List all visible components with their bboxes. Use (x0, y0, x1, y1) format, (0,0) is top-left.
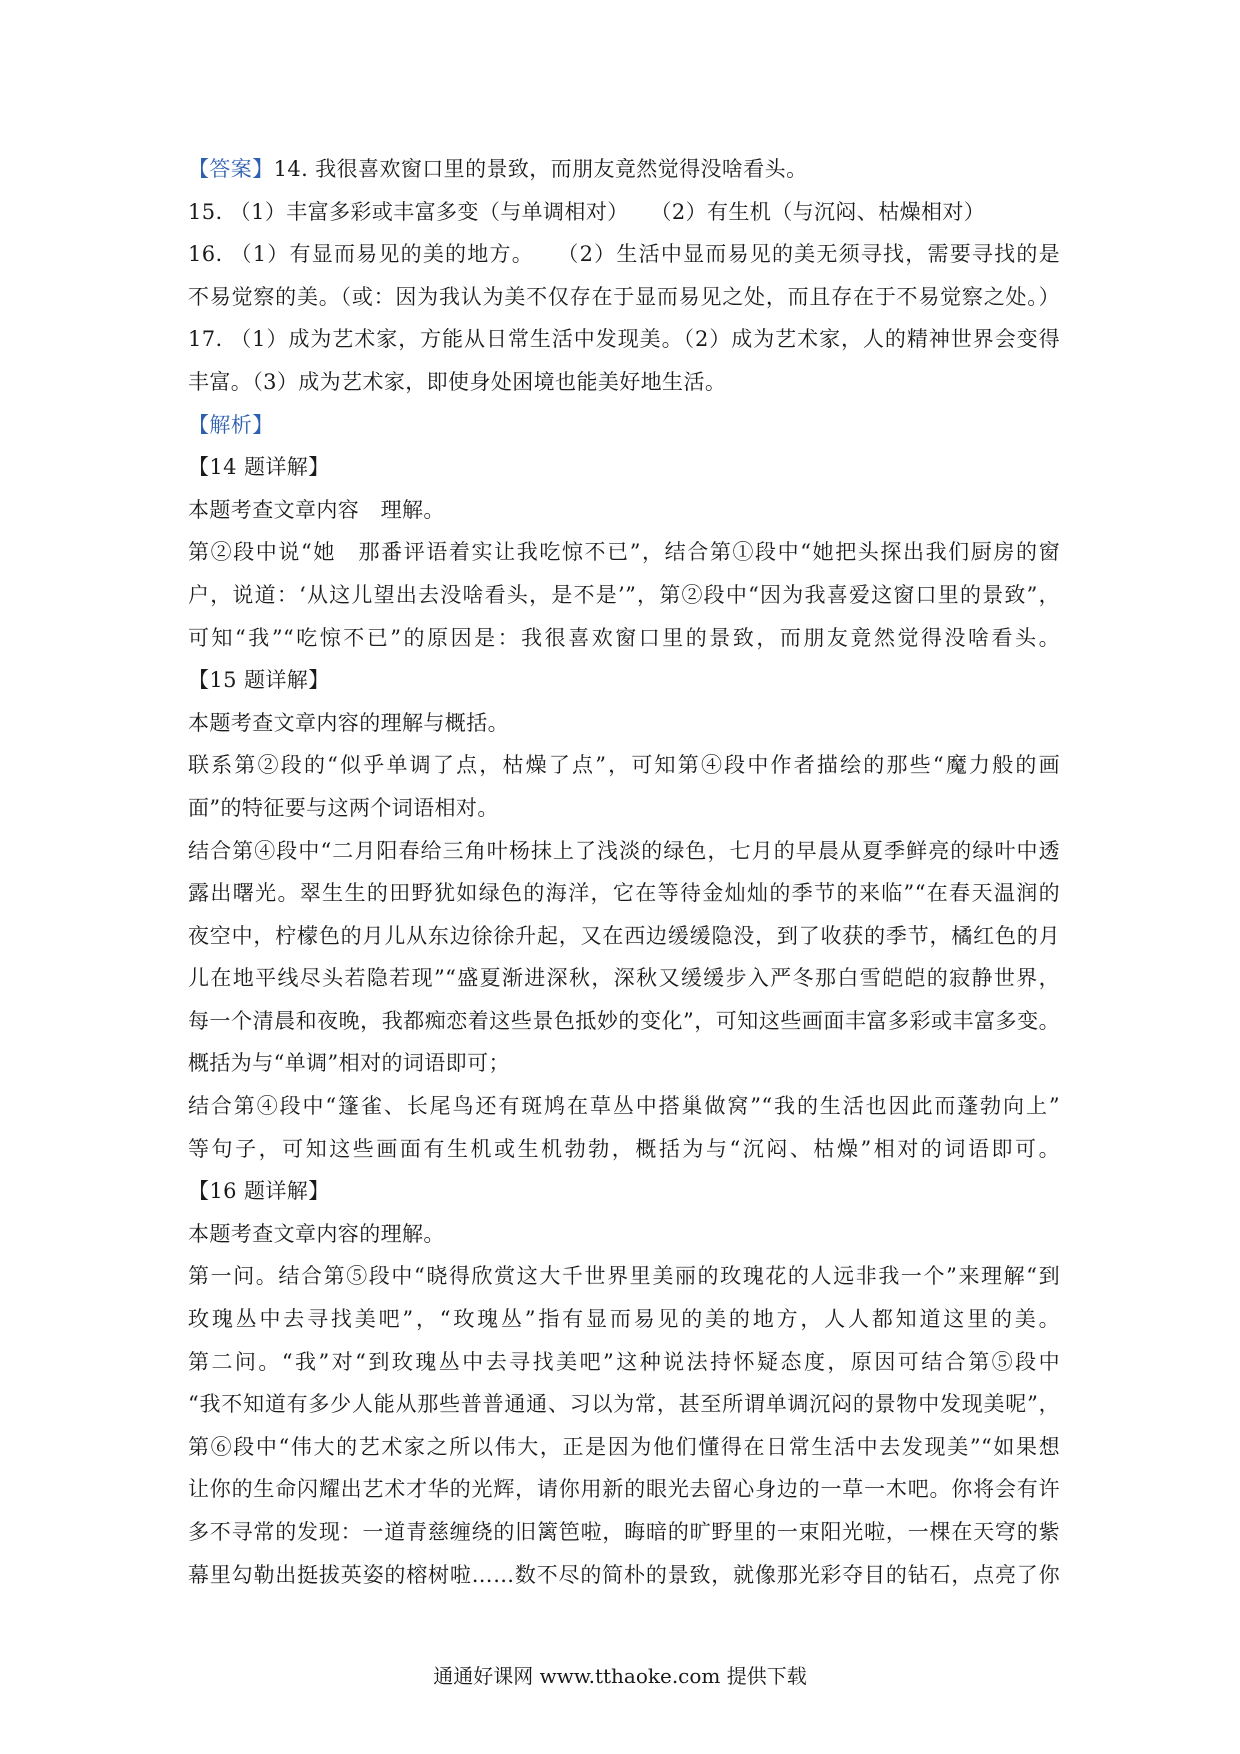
answer-q17-line-1: 17. （1）成为艺术家，方能从日常生活中发现美。（2）成为艺术家，人的精神世界会变得 (188, 327, 1060, 352)
q16-line-2: 第一问。结合第⑤段中“晓得欣赏这大千世界里美丽的玫瑰花的人远非我一个”来理解“到 (188, 1264, 1060, 1289)
answer-q16-line-1: 16. （1）有显而易见的美的地方。 （2）生活中显而易见的美无须寻找，需要寻找的是 (188, 242, 1060, 267)
q14-line-1: 本题考查文章内容 理解。 (188, 497, 445, 522)
q15-line-6: 夜空中，柠檬色的月儿从东边徐徐升起，又在西边缓缓隐没，到了收获的季节，橘红色的月 (188, 923, 1060, 948)
answer-q14: 14. 我很喜欢窗口里的景致，而朋友竟然觉得没啥看头。 (273, 157, 808, 181)
q15-line-8: 每一个清晨和夜晚，我都痴恋着这些景色抵妙的变化”，可知这些画面丰富多彩或丰富多变。 (188, 1008, 1060, 1033)
q16-line-4: 第二问。“我”对“到玫瑰丛中去寻找美吧”这种说法持怀疑态度，原因可结合第⑤段中 (188, 1349, 1060, 1374)
q16-line-3: 玫瑰丛中去寻找美吧”，“玫瑰丛”指有显而易见的美的地方，人人都知道这里的美。 (188, 1307, 1060, 1332)
q16-heading: 【16 题详解】 (188, 1179, 330, 1204)
q15-line-5: 露出曙光。翠生生的田野犹如绿色的海洋，它在等待金灿灿的季节的来临”“在春天温润的 (188, 881, 1060, 906)
q16-line-7: 让你的生命闪耀出艺术才华的光辉，请你用新的眼光去留心身边的一草一木吧。你将会有许 (188, 1477, 1060, 1502)
q15-line-7: 儿在地平线尽头若隐若现”“盛夏渐进深秋，深秋又缓缓步入严冬那白雪皑皑的寂静世界， (188, 966, 1060, 991)
q16-line-5: “我不知道有多少人能从那些普普通通、习以为常，甚至所谓单调沉闷的景物中发现美呢”， (188, 1392, 1060, 1417)
q15-line-2: 联系第②段的“似乎单调了点，枯燥了点”，可知第④段中作者描绘的那些“魔力般的画 (188, 753, 1060, 778)
analysis-label: 【解析】 (188, 412, 274, 437)
q16-line-9: 幕里勾勒出挺拔英姿的榕树啦……数不尽的简朴的景致，就像那光彩夺目的钻石，点亮了你 (188, 1562, 1060, 1587)
q16-line-1: 本题考查文章内容的理解。 (188, 1221, 445, 1246)
answer-label: 【答案】 (188, 157, 274, 181)
q15-line-10: 结合第④段中“篷雀、长尾鸟还有斑鸠在草丛中搭巢做窝”“我的生活也因此而蓬勃向上” (188, 1094, 1060, 1119)
answer-q17-line-2: 丰富。（3）成为艺术家，即使身处困境也能美好地生活。 (188, 369, 727, 394)
q15-line-3: 面”的特征要与这两个词语相对。 (188, 795, 499, 820)
q15-line-1: 本题考查文章内容的理解与概括。 (188, 710, 509, 735)
document-page (188, 148, 1060, 1596)
answer-q16-line-2: 不易觉察的美。（或：因为我认为美不仅存在于显而易见之处，而且存在于不易觉察之处。） (188, 284, 1060, 309)
q15-heading: 【15 题详解】 (188, 668, 330, 693)
page-footer: 通通好课网 www.tthaoke.com 提供下载 (433, 1664, 807, 1688)
q15-line-4: 结合第④段中“二月阳春给三角叶杨抹上了浅淡的绿色，七月的早晨从夏季鲜亮的绿叶中透 (188, 838, 1060, 863)
q14-heading: 【14 题详解】 (188, 455, 330, 480)
q16-line-8: 多不寻常的发现：一道青慈缠绕的旧篱笆啦，晦暗的旷野里的一束阳光啦，一棵在天穹的紫 (188, 1520, 1060, 1544)
q14-line-2: 第②段中说“她 那番评语着实让我吃惊不已”，结合第①段中“她把头探出我们厨房的窗 (188, 540, 1060, 565)
q14-line-3: 户，说道：‘从这儿望出去没啥看头，是不是’”，第②段中“因为我喜爱这窗口里的景致”， (188, 582, 1060, 607)
answer-line-1 (188, 148, 1060, 191)
answer-q15: 15. （1）丰富多彩或丰富多变（与单调相对） （2）有生机（与沉闷、枯燥相对） (188, 199, 986, 224)
q14-line-4: 可知“我”“吃惊不已”的原因是：我很喜欢窗口里的景致，而朋友竟然觉得没啥看头。 (188, 625, 1060, 650)
q16-line-6: 第⑥段中“伟大的艺术家之所以伟大，正是因为他们懂得在日常生活中去发现美”“如果想 (188, 1434, 1060, 1459)
q15-line-9: 概括为与“单调”相对的词语即可； (188, 1051, 510, 1076)
q15-line-11: 等句子，可知这些画面有生机或生机勃勃，概括为与“沉闷、枯燥”相对的词语即可。 (188, 1136, 1060, 1161)
